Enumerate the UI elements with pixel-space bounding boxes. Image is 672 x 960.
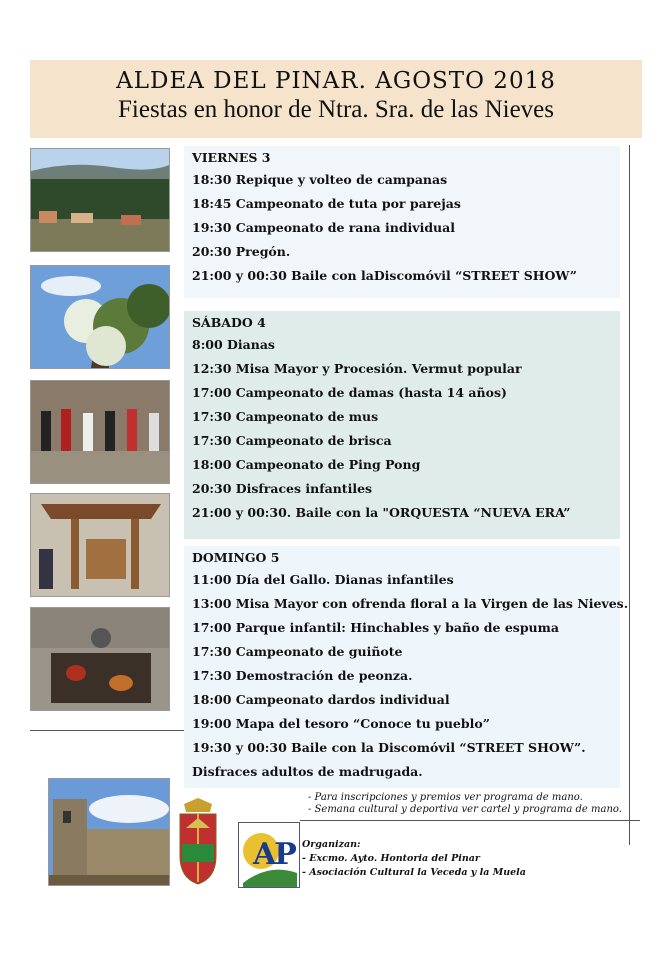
organizer-item: - Asociación Cultural la Veceda y la Muela [302,867,526,878]
municipal-crest-icon [176,798,220,886]
village-landscape-photo [30,148,170,252]
event-line: 19:00 Mapa del tesoro “Conoce tu pueblo” [192,716,490,731]
note-line: - Para inscripciones y premios ver programa de mano. [308,792,583,803]
note-line: - Semana cultural y deportiva ver cartel y programa de mano. [308,804,622,815]
event-line: 17:30 Demostración de peonza. [192,668,413,683]
event-line: 20:30 Disfraces infantiles [192,481,373,496]
divider-vertical [629,145,630,845]
divider-horizontal-notes [300,820,640,821]
event-line: 19:30 Campeonato de rana individual [192,220,455,235]
day-heading: VIERNES 3 [192,150,271,165]
divider-horizontal [30,730,184,731]
event-line: 12:30 Misa Mayor y Procesión. Vermut popular [192,361,522,376]
organizer-item: - Excmo. Ayto. Hontoria del Pinar [302,853,480,864]
event-line: 21:00 y 00:30 Baile con laDiscomóvil “STREET SHOW” [192,268,577,283]
association-logo [238,822,300,888]
poster-header [30,60,642,138]
event-line: 17:00 Parque infantil: Hinchables y baño de espuma [192,620,559,635]
event-line: 17:00 Campeonato de damas (hasta 14 años) [192,385,507,400]
event-line: 18:00 Campeonato dardos individual [192,692,450,707]
event-line: 20:30 Pregón. [192,244,291,259]
wooden-structure-photo [30,493,170,597]
event-line: 17:30 Campeonato de mus [192,409,379,424]
folk-dance-photo [30,380,170,484]
blossom-tree-photo [30,265,170,369]
poster-title: ALDEA DEL PINAR. AGOSTO 2018 [116,68,556,94]
poster-subtitle: Fiestas en honor de Ntra. Sra. de las Nieves [118,96,554,123]
event-line: 8:00 Dianas [192,337,275,352]
event-line: 18:45 Campeonato de tuta por parejas [192,196,461,211]
organizers [302,838,526,880]
fireplace-kitchen-photo [30,607,170,711]
event-line: 18:00 Campeonato de Ping Pong [192,457,421,472]
event-line: 18:30 Repique y volteo de campanas [192,172,448,187]
event-line: 19:30 y 00:30 Baile con la Discomóvil “STREET SHOW”. [192,740,586,755]
day-heading: SÁBADO 4 [192,315,266,330]
logo-text: AP [253,837,295,872]
section-domingo [184,546,629,788]
event-line: Disfraces adultos de madrugada. [192,764,423,779]
event-line: 13:00 Misa Mayor con ofrenda floral a la Virgen de las Nieves. [192,596,629,611]
church-photo [48,778,170,886]
notes [308,792,622,816]
event-line: 11:00 Día del Gallo. Dianas infantiles [192,572,454,587]
event-line: 17:30 Campeonato de guiñote [192,644,403,659]
event-line: 21:00 y 00:30. Baile con la "ORQUESTA “NUEVA ERA” [192,505,571,520]
section-viernes [184,146,620,298]
day-heading: DOMINGO 5 [192,550,280,565]
section-sabado [184,311,620,539]
organizers-label: Organizan: [302,839,361,850]
event-line: 17:30 Campeonato de brisca [192,433,392,448]
